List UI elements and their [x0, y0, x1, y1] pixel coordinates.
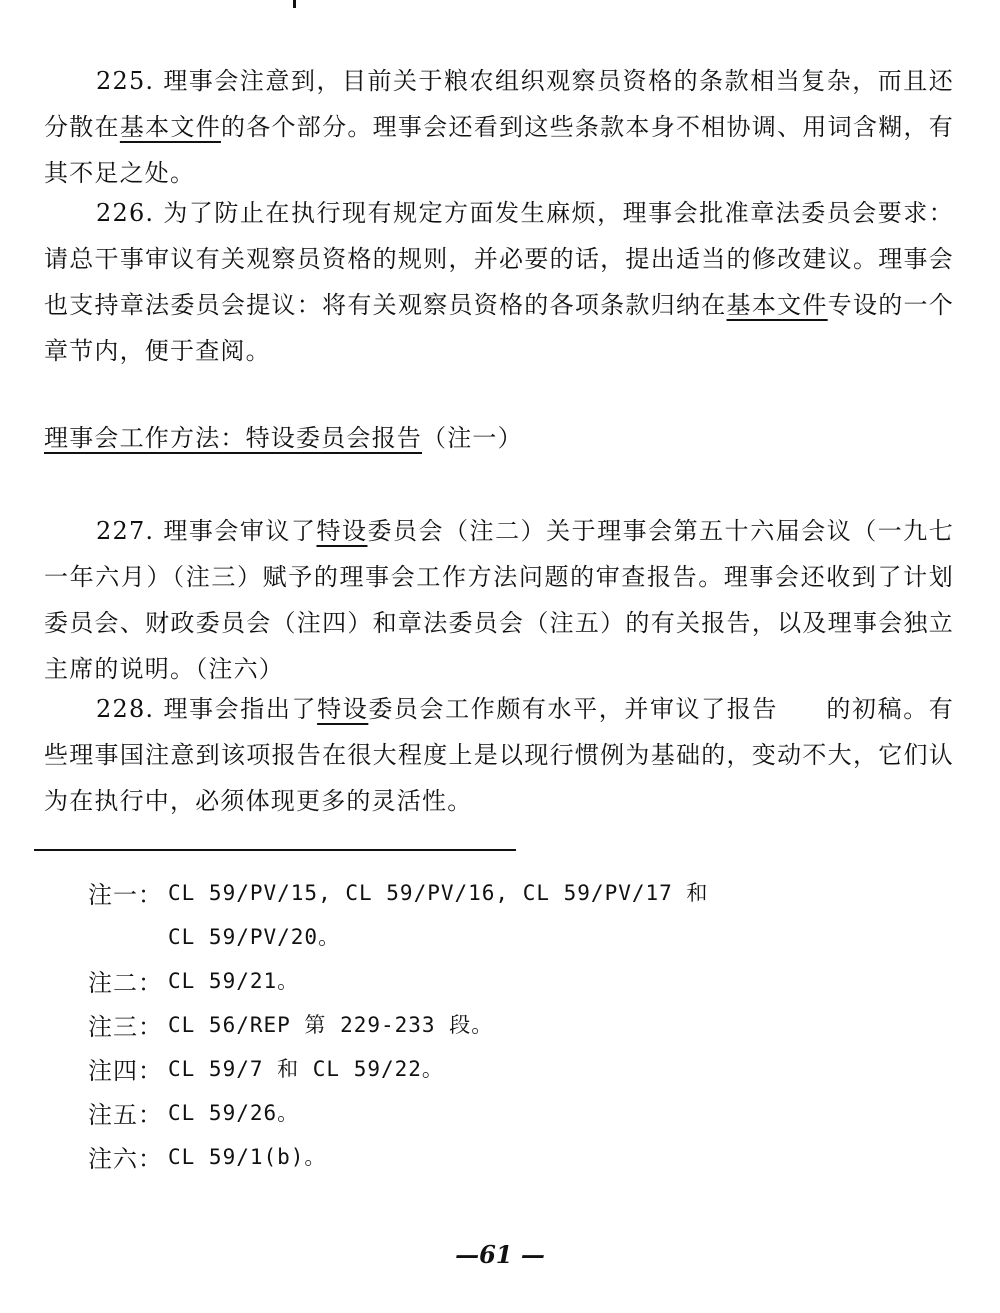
- footnote-text: CL 59/21。: [168, 969, 300, 993]
- paragraph-225: [44, 58, 954, 196]
- section-heading-underlined: 理事会工作方法：特设委员会报告: [44, 424, 422, 452]
- footnote-4: [88, 1046, 868, 1090]
- footnote-label: 注二：: [88, 968, 163, 997]
- footnote-2: [88, 958, 868, 1002]
- footnote-text: CL 59/7 和 CL 59/22。: [168, 1057, 444, 1081]
- footnote-label: 注六：: [88, 1144, 163, 1173]
- footnote-3: [88, 1002, 868, 1046]
- paragraph-225-text-b: 的各个部分。理事会还看到这些条款本身不相协调、用词含糊，有其不足之处。: [44, 113, 954, 187]
- section-heading-note: （注一）: [422, 424, 523, 452]
- underlined-term: 基本文件: [119, 113, 221, 141]
- underlined-term: 特设: [317, 695, 369, 723]
- footnote-label: 注一：: [88, 880, 163, 909]
- paragraph-228-text-b: 委员会工作颇有水平，并审议了报告: [368, 695, 778, 723]
- paragraph-228: [44, 686, 954, 824]
- paragraph-226-text-a: 226. 为了防止在执行现有规定方面发生麻烦，理事会批准章法委员会要求：请总干事审议有关观察员资格的规则，并必要的话，提出适当的修改建议。理事会也支持章法委员会提议：将有关观察员资格的各项条款归纳在: [44, 199, 954, 319]
- footnote-6: [88, 1134, 868, 1178]
- underlined-term: 特设: [316, 517, 368, 545]
- footnote-label: 注三：: [88, 1012, 163, 1041]
- paragraph-226-text-b: 专设的一个章节内，便于查阅。: [44, 291, 954, 365]
- footnote-label: 注五：: [88, 1100, 163, 1129]
- footnote-text: CL 59/PV/15, CL 59/PV/16, CL 59/PV/17 和: [168, 881, 709, 905]
- underlined-term: 基本文件: [726, 291, 828, 319]
- page-number: —61 —: [455, 1240, 545, 1269]
- paragraph-227-text-a: 227. 理事会审议了: [96, 517, 317, 545]
- footnote-1: [88, 870, 868, 914]
- footnote-text: CL 56/REP 第 229-233 段。: [168, 1013, 494, 1037]
- footnote-1-continued: [88, 914, 868, 958]
- footnote-divider: [34, 849, 516, 851]
- paragraph-227: [44, 508, 954, 692]
- paragraph-228-text-c: 的初稿。有些理事国注意到该项报告在很大程度上是以现行惯例为基础的，变动不大，它们认为在执行中，必须体现更多的灵活性。: [44, 695, 955, 815]
- paragraph-228-text-a: 228. 理事会指出了: [96, 695, 318, 723]
- footnotes: [88, 870, 868, 1178]
- paragraph-227-text-b: 委员会（注二）关于理事会第五十六届会议（一九七一年六月）（注三）赋予的理事会工作方法问题的审查报告。理事会还收到了计划委员会、财政委员会（注四）和章法委员会（注五）的有关报告，以及理事会独立主席的说明。（注六）: [44, 517, 954, 683]
- footnote-5: [88, 1090, 868, 1134]
- scan-mark: [293, 0, 296, 8]
- footnote-label: 注四：: [88, 1056, 163, 1085]
- footnote-text: CL 59/PV/20。: [168, 925, 341, 949]
- paragraph-226: [44, 190, 954, 374]
- section-heading: [44, 418, 523, 453]
- footnote-text: CL 59/1(b)。: [168, 1145, 327, 1169]
- footnote-text: CL 59/26。: [168, 1101, 300, 1125]
- paragraph-225-text-a: 225. 理事会注意到，目前关于粮农组织观察员资格的条款相当复杂，而且还分散在: [44, 67, 954, 141]
